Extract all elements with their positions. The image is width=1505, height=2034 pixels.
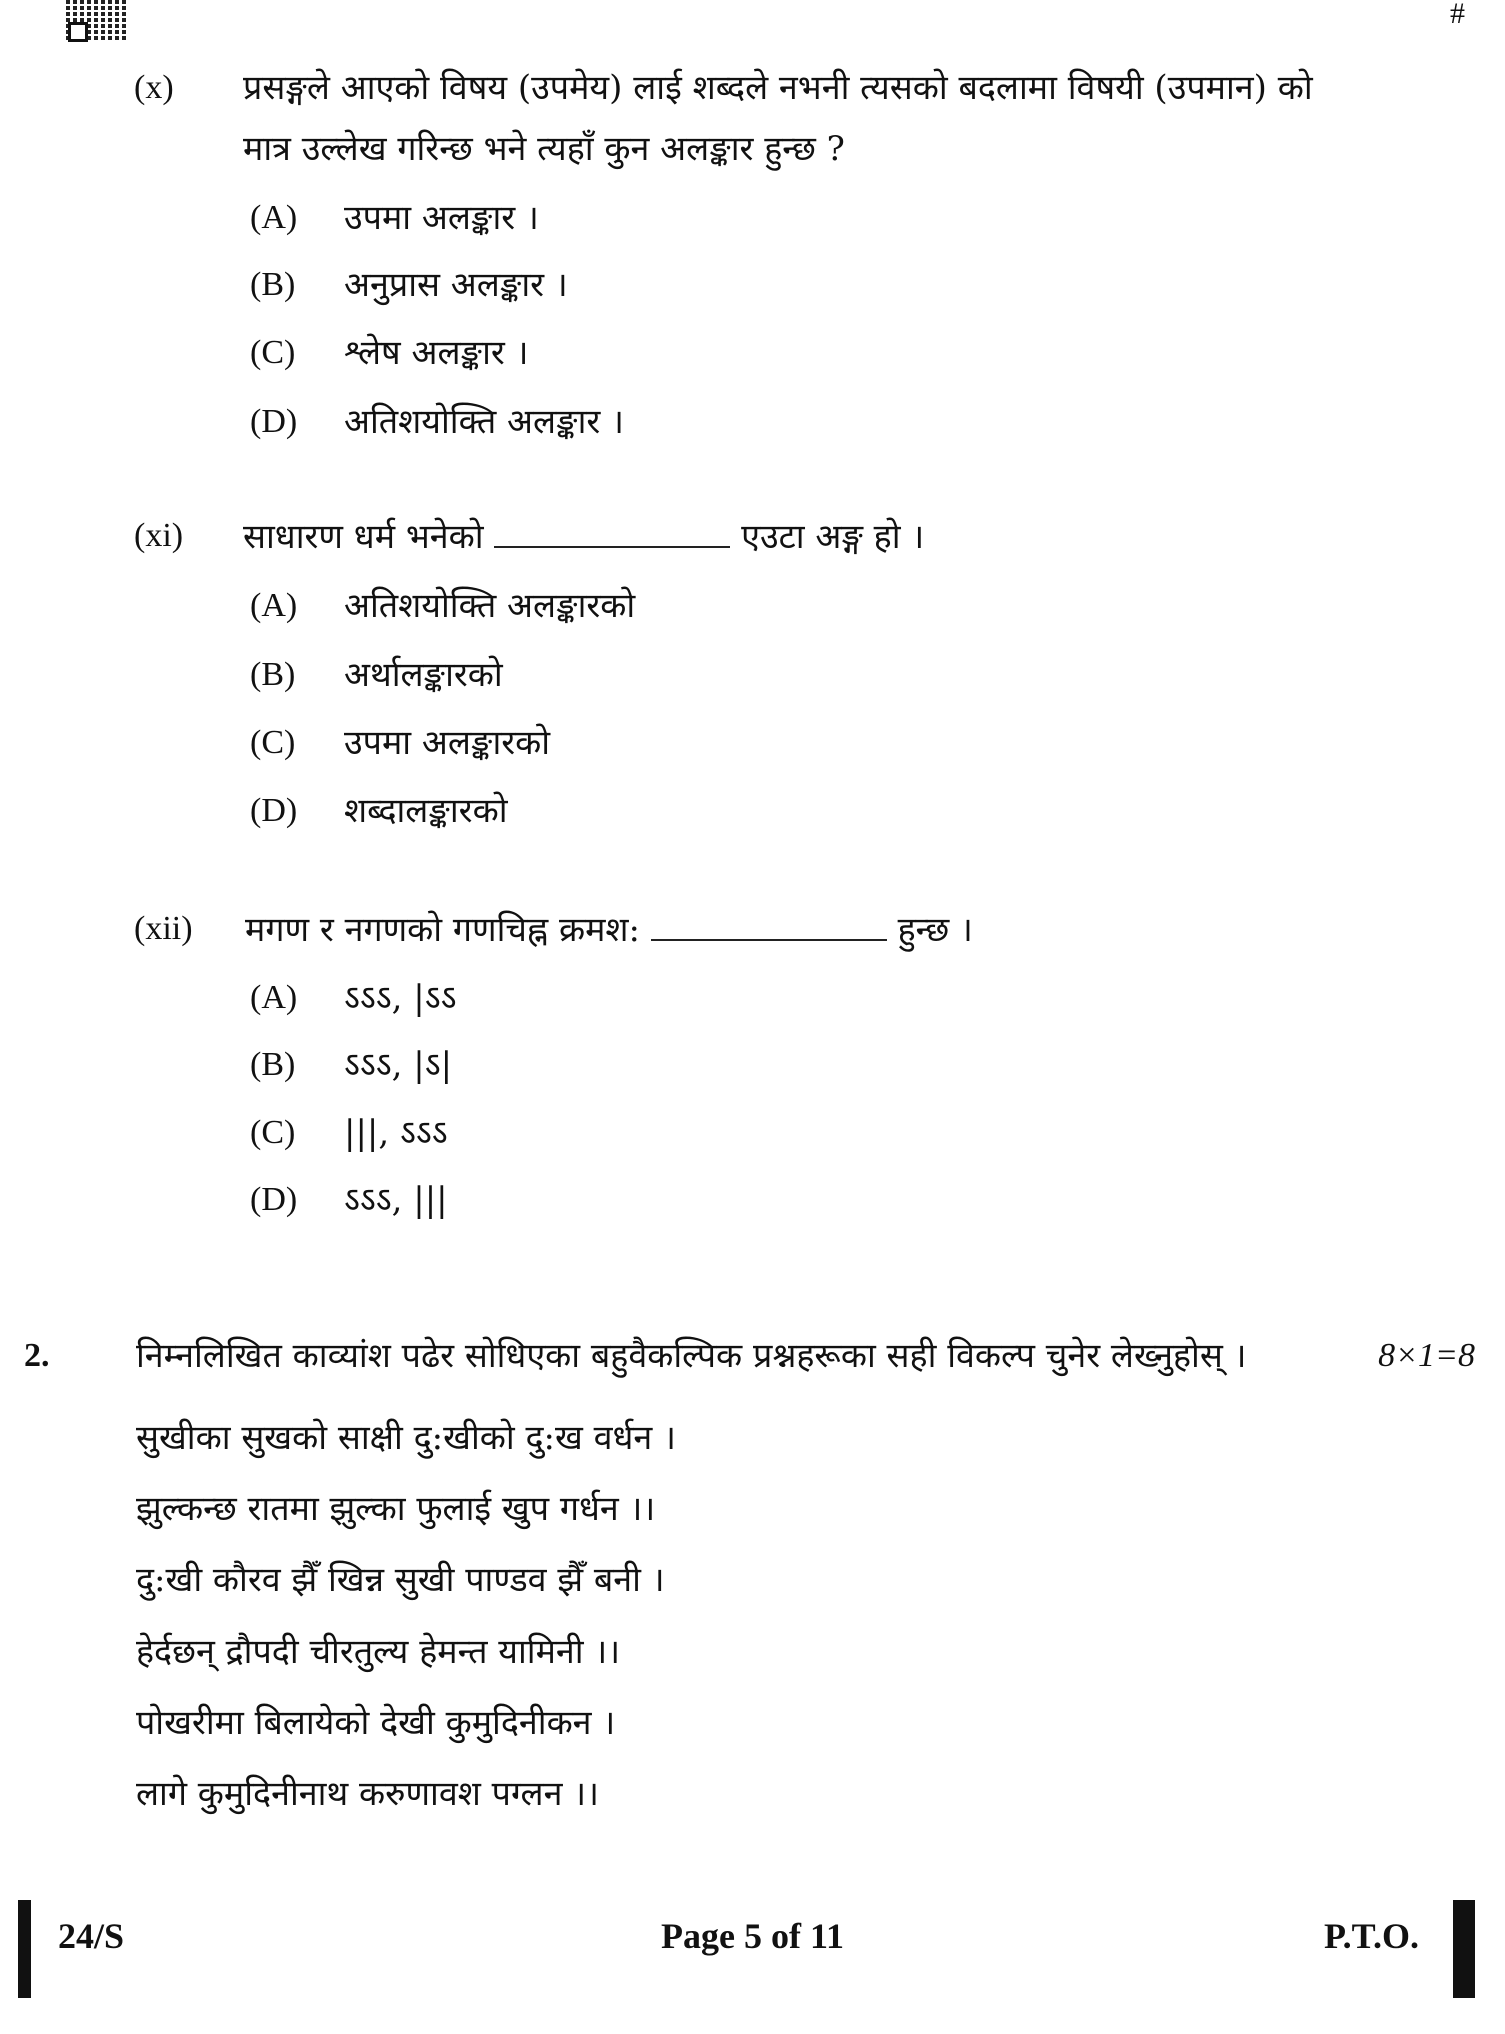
option-text: अर्थालङ्कारको <box>344 655 503 695</box>
qr-finder-pattern <box>68 22 88 42</box>
poem-line: पोखरीमा बिलायेको देखी कुमुदिनीकन । <box>136 1703 616 1743</box>
option-text: अतिशयोक्ति अलङ्कार । <box>344 402 624 442</box>
option-text: अतिशयोक्ति अलङ्कारको <box>344 586 636 626</box>
option-label: (C) <box>250 334 296 371</box>
option-text: |||, ऽऽऽ <box>344 1113 448 1153</box>
option-label: (B) <box>250 266 296 303</box>
footer-page-number: Page 5 of 11 <box>661 1916 844 1956</box>
option-label: (A) <box>250 587 298 624</box>
question-label: (xi) <box>134 517 184 554</box>
option-text: अनुप्रास अलङ्कार । <box>344 265 568 305</box>
question-number: 2. <box>24 1337 50 1374</box>
option-label: (B) <box>250 656 296 693</box>
option-text: उपमा अलङ्कार । <box>344 198 539 238</box>
option-label: (A) <box>250 979 298 1016</box>
question-text-after: एउटा अङ्ग हो । <box>741 517 925 557</box>
option-label: (D) <box>250 1181 298 1218</box>
poem-line: सुखीका सुखको साक्षी दु:खीको दु:ख वर्धन । <box>136 1418 676 1458</box>
question-text-before: मगण र नगणको गणचिह्न क्रमश: <box>245 910 640 950</box>
poem-line: दु:खी कौरव झैँ खिन्न सुखी पाण्डव झैँ बनी । <box>136 1560 665 1600</box>
poem-line: लागे कुमुदिनीनाथ करुणावश पग्लन ।। <box>136 1774 600 1814</box>
question-text <box>243 516 924 557</box>
option-label: (A) <box>250 199 298 236</box>
option-label: (C) <box>250 1114 296 1151</box>
question-marks: 8×1=8 <box>1378 1337 1475 1374</box>
option-text: श्लेष अलङ्कार । <box>344 333 529 373</box>
option-text: उपमा अलङ्कारको <box>344 723 551 763</box>
fill-blank <box>651 909 887 941</box>
option-text: ऽऽऽ, ||| <box>344 1180 448 1220</box>
poem-line: हेर्दछन् द्रौपदी चीरतुल्य हेमन्त यामिनी ।। <box>136 1632 621 1672</box>
option-text: शब्दालङ्कारको <box>344 791 508 831</box>
question-text: प्रसङ्गले आएको विषय (उपमेय) लाई शब्दले नभनी त्यसको बदलामा विषयी (उपमान) को <box>243 68 1313 108</box>
option-label: (C) <box>250 724 296 761</box>
poem-line: झुल्कन्छ रातमा झुल्का फुलाई खुप गर्धन ।। <box>136 1489 656 1529</box>
fill-blank <box>494 516 730 548</box>
option-label: (D) <box>250 792 298 829</box>
option-text: ऽऽऽ, |ऽऽ <box>344 978 457 1018</box>
option-label: (B) <box>250 1046 296 1083</box>
question-text: मात्र उल्लेख गरिन्छ भने त्यहाँ कुन अलङ्कार हुन्छ ? <box>243 129 845 169</box>
corner-mark: # <box>1450 0 1465 30</box>
question-text-before: साधारण धर्म भनेको <box>243 517 484 557</box>
question-label: (x) <box>134 69 174 106</box>
option-label: (D) <box>250 403 298 440</box>
option-text: ऽऽऽ, |ऽ| <box>344 1045 453 1085</box>
question-instruction: निम्नलिखित काव्यांश पढेर सोधिएका बहुवैकल्पिक प्रश्नहरूका सही विकल्प चुनेर लेख्नुहोस् । <box>136 1336 1247 1376</box>
footer-paper-code: 24/S <box>58 1916 125 1956</box>
question-label: (xii) <box>134 910 193 947</box>
question-text-after: हुन्छ । <box>897 910 973 950</box>
footer-pto: P.T.O. <box>1323 1916 1419 1956</box>
footer-right-bar <box>1453 1900 1475 1998</box>
question-text <box>245 909 973 950</box>
